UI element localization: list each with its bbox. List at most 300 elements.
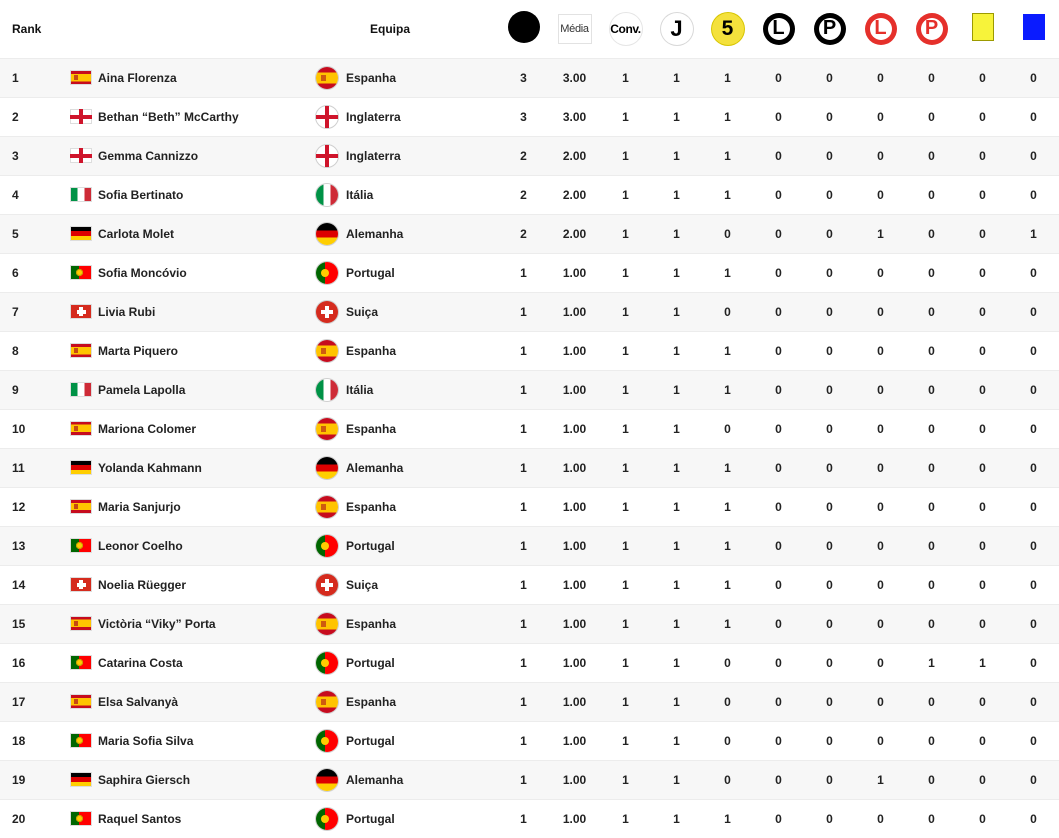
rank-cell: 4 — [12, 187, 19, 202]
player-cell[interactable] — [70, 97, 316, 136]
p-red-cell: 0 — [928, 70, 935, 85]
table-row[interactable] — [0, 487, 1059, 526]
conv-cell: 1 — [622, 811, 629, 826]
table-row[interactable] — [0, 721, 1059, 760]
player-cell[interactable] — [70, 760, 316, 799]
conv-cell: 1 — [622, 265, 629, 280]
l-black-icon: L — [763, 13, 795, 45]
header-rank[interactable]: Rank — [12, 21, 42, 36]
team-flag-icon — [316, 691, 338, 713]
player-flag-icon — [70, 499, 92, 514]
p-black-cell: 0 — [826, 733, 833, 748]
p-red-cell: 0 — [928, 772, 935, 787]
yellow-card-cell: 0 — [979, 109, 986, 124]
header-five[interactable] — [702, 0, 753, 58]
media-cell: 1.00 — [562, 694, 587, 709]
team-cell[interactable] — [316, 370, 498, 409]
j-icon: J — [661, 13, 693, 45]
player-cell[interactable] — [70, 682, 316, 721]
team-cell[interactable] — [316, 331, 498, 370]
team-cell[interactable] — [316, 526, 498, 565]
j-cell: 1 — [673, 70, 680, 85]
l-red-cell: 0 — [877, 577, 884, 592]
team-cell[interactable] — [316, 409, 498, 448]
blue-card-cell: 0 — [1030, 382, 1037, 397]
header-conv[interactable] — [600, 0, 651, 58]
player-name[interactable]: Catarina Costa — [98, 655, 183, 670]
p-red-icon: P — [916, 13, 948, 45]
yellow-card-cell: 0 — [979, 538, 986, 553]
rank-cell: 10 — [12, 421, 26, 436]
yellow-card-cell: 0 — [979, 499, 986, 514]
team-name[interactable]: Espanha — [346, 694, 397, 709]
player-name[interactable]: Noelia Rüegger — [98, 577, 187, 592]
conv-cell: 1 — [622, 694, 629, 709]
rank-cell: 15 — [12, 616, 26, 631]
media-cell: 1.00 — [562, 538, 587, 553]
yellow-card-cell: 0 — [979, 733, 986, 748]
player-cell[interactable] — [70, 331, 316, 370]
conv-cell: 1 — [622, 616, 629, 631]
j-cell: 1 — [673, 733, 680, 748]
conv-cell: 1 — [622, 382, 629, 397]
player-flag-icon — [70, 265, 92, 280]
team-cell[interactable] — [316, 760, 498, 799]
player-cell[interactable] — [70, 487, 316, 526]
yellow-card-cell: 0 — [979, 226, 986, 241]
l-black-cell: 0 — [775, 226, 782, 241]
team-cell[interactable] — [316, 487, 498, 526]
l-red-cell: 0 — [877, 265, 884, 280]
table-body — [0, 58, 1059, 838]
yellow-card-cell: 0 — [979, 460, 986, 475]
five-cell: 1 — [724, 499, 731, 514]
player-cell[interactable] — [70, 214, 316, 253]
header-player — [70, 0, 316, 58]
points-cell: 1 — [520, 460, 527, 475]
yellow-card-icon — [972, 13, 994, 41]
points-cell: 1 — [520, 655, 527, 670]
player-flag-icon — [70, 772, 92, 787]
player-name[interactable]: Leonor Coelho — [98, 538, 183, 553]
conv-cell: 1 — [622, 226, 629, 241]
five-cell: 1 — [724, 382, 731, 397]
player-flag-icon — [70, 616, 92, 631]
team-name[interactable]: Espanha — [346, 499, 397, 514]
conv-cell: 1 — [622, 304, 629, 319]
conv-cell: 1 — [622, 343, 629, 358]
j-cell: 1 — [673, 694, 680, 709]
yellow-card-cell: 0 — [979, 772, 986, 787]
header-p-red[interactable] — [906, 0, 957, 58]
team-name[interactable]: Alemanha — [346, 460, 404, 475]
j-cell: 1 — [673, 616, 680, 631]
l-red-cell: 0 — [877, 187, 884, 202]
team-flag-icon — [316, 418, 338, 440]
rank-cell: 13 — [12, 538, 26, 553]
table-row[interactable] — [0, 604, 1059, 643]
player-cell[interactable] — [70, 526, 316, 565]
table-row[interactable] — [0, 214, 1059, 253]
points-cell: 1 — [520, 733, 527, 748]
j-cell: 1 — [673, 343, 680, 358]
l-black-cell: 0 — [775, 148, 782, 163]
table-row[interactable] — [0, 643, 1059, 682]
player-cell[interactable] — [70, 58, 316, 97]
blue-card-cell: 0 — [1030, 421, 1037, 436]
player-cell[interactable] — [70, 643, 316, 682]
team-name[interactable]: Espanha — [346, 343, 397, 358]
team-name[interactable]: Itália — [346, 187, 374, 202]
table-row[interactable] — [0, 97, 1059, 136]
p-black-cell: 0 — [826, 187, 833, 202]
team-flag-icon — [316, 223, 338, 245]
player-name[interactable]: Livia Rubi — [98, 304, 156, 319]
player-cell[interactable] — [70, 409, 316, 448]
five-cell: 0 — [724, 421, 731, 436]
p-black-cell: 0 — [826, 499, 833, 514]
rank-cell: 9 — [12, 382, 19, 397]
p-black-icon: P — [814, 13, 846, 45]
team-flag-icon — [316, 730, 338, 752]
rank-cell: 5 — [12, 226, 19, 241]
l-red-cell: 0 — [877, 421, 884, 436]
table-row[interactable] — [0, 370, 1059, 409]
p-red-cell: 0 — [928, 499, 935, 514]
conversion-icon: Conv. — [610, 13, 642, 45]
l-black-cell: 0 — [775, 577, 782, 592]
l-black-cell: 0 — [775, 70, 782, 85]
yellow-card-cell: 0 — [979, 382, 986, 397]
player-name[interactable]: Gemma Cannizzo — [98, 148, 199, 163]
conv-cell: 1 — [622, 70, 629, 85]
team-cell[interactable] — [316, 682, 498, 721]
team-cell[interactable] — [316, 643, 498, 682]
p-black-cell: 0 — [826, 226, 833, 241]
l-red-cell: 1 — [877, 226, 884, 241]
p-black-cell: 0 — [826, 382, 833, 397]
team-name[interactable]: Suiça — [346, 304, 379, 319]
team-name[interactable]: Portugal — [346, 811, 395, 826]
team-cell[interactable] — [316, 136, 498, 175]
table-row[interactable] — [0, 799, 1059, 838]
player-flag-icon — [70, 187, 92, 202]
five-cell: 0 — [724, 226, 731, 241]
points-cell: 1 — [520, 421, 527, 436]
player-name[interactable]: Sofia Bertinato — [98, 187, 184, 202]
header-l-red[interactable] — [855, 0, 906, 58]
player-cell[interactable] — [70, 292, 316, 331]
team-flag-icon — [316, 808, 338, 830]
player-cell[interactable] — [70, 175, 316, 214]
player-name[interactable]: Marta Piquero — [98, 343, 179, 358]
j-cell: 1 — [673, 187, 680, 202]
table-row[interactable] — [0, 253, 1059, 292]
team-name[interactable]: Alemanha — [346, 772, 404, 787]
team-name[interactable]: Portugal — [346, 733, 395, 748]
player-flag-icon — [70, 304, 92, 319]
p-black-cell: 0 — [826, 421, 833, 436]
yellow-card-cell: 0 — [979, 343, 986, 358]
yellow-card-cell: 0 — [979, 694, 986, 709]
team-cell[interactable] — [316, 58, 498, 97]
j-cell: 1 — [673, 304, 680, 319]
five-cell: 1 — [724, 616, 731, 631]
conv-cell: 1 — [622, 733, 629, 748]
player-flag-icon — [70, 694, 92, 709]
player-name[interactable]: Victòria “Viky” Porta — [98, 616, 216, 631]
table-row[interactable] — [0, 409, 1059, 448]
media-cell: 1.00 — [562, 655, 587, 670]
player-flag-icon — [70, 577, 92, 592]
p-black-cell: 0 — [826, 811, 833, 826]
header-j[interactable] — [651, 0, 702, 58]
team-name[interactable]: Inglaterra — [346, 109, 401, 124]
media-cell: 1.00 — [562, 733, 587, 748]
team-cell[interactable] — [316, 253, 498, 292]
player-cell[interactable] — [70, 721, 316, 760]
header-media[interactable] — [549, 0, 600, 58]
team-flag-icon — [316, 769, 338, 791]
player-flag-icon — [70, 733, 92, 748]
p-black-cell: 0 — [826, 694, 833, 709]
team-name[interactable]: Itália — [346, 382, 374, 397]
points-cell: 3 — [520, 109, 527, 124]
table-row[interactable] — [0, 136, 1059, 175]
player-name[interactable]: Aina Florenza — [98, 70, 177, 85]
l-black-cell: 0 — [775, 811, 782, 826]
team-cell[interactable] — [316, 604, 498, 643]
l-black-cell: 0 — [775, 382, 782, 397]
p-red-cell: 0 — [928, 460, 935, 475]
header-yellow-card[interactable] — [957, 0, 1008, 58]
yellow-card-cell: 0 — [979, 811, 986, 826]
p-red-cell: 0 — [928, 538, 935, 553]
l-red-cell: 1 — [877, 772, 884, 787]
team-name[interactable]: Suiça — [346, 577, 379, 592]
team-name[interactable]: Espanha — [346, 70, 397, 85]
media-cell: 1.00 — [562, 577, 587, 592]
rank-cell: 2 — [12, 109, 19, 124]
p-black-cell: 0 — [826, 538, 833, 553]
player-cell[interactable] — [70, 370, 316, 409]
rank-cell: 7 — [12, 304, 19, 319]
player-flag-icon — [70, 655, 92, 670]
table-row[interactable] — [0, 565, 1059, 604]
l-red-cell: 0 — [877, 694, 884, 709]
player-cell[interactable] — [70, 799, 316, 838]
player-name[interactable]: Maria Sanjurjo — [98, 499, 181, 514]
player-flag-icon — [70, 538, 92, 553]
j-cell: 1 — [673, 811, 680, 826]
rank-cell: 17 — [12, 694, 26, 709]
l-red-cell: 0 — [877, 109, 884, 124]
blue-card-cell: 0 — [1030, 538, 1037, 553]
p-black-cell: 0 — [826, 109, 833, 124]
player-name[interactable]: Pamela Lapolla — [98, 382, 186, 397]
player-name[interactable]: Raquel Santos — [98, 811, 182, 826]
l-black-cell: 0 — [775, 694, 782, 709]
player-cell[interactable] — [70, 448, 316, 487]
points-cell: 1 — [520, 343, 527, 358]
player-flag-icon — [70, 460, 92, 475]
team-name[interactable]: Portugal — [346, 538, 395, 553]
team-cell[interactable] — [316, 565, 498, 604]
player-flag-icon — [70, 811, 92, 826]
j-cell: 1 — [673, 265, 680, 280]
team-cell[interactable] — [316, 97, 498, 136]
header-l-black[interactable] — [753, 0, 804, 58]
team-flag-icon — [316, 574, 338, 596]
player-name[interactable]: Bethan “Beth” McCarthy — [98, 109, 239, 124]
player-name[interactable]: Sofia Moncóvio — [98, 265, 187, 280]
team-name[interactable]: Espanha — [346, 421, 397, 436]
five-icon: 5 — [712, 13, 744, 45]
table-row[interactable] — [0, 58, 1059, 97]
five-cell: 1 — [724, 70, 731, 85]
j-cell: 1 — [673, 226, 680, 241]
blue-card-cell: 0 — [1030, 811, 1037, 826]
p-black-cell: 0 — [826, 148, 833, 163]
media-cell: 1.00 — [562, 811, 587, 826]
p-black-cell: 0 — [826, 577, 833, 592]
yellow-card-cell: 0 — [979, 148, 986, 163]
header-team[interactable]: Equipa — [370, 21, 411, 36]
p-red-cell: 0 — [928, 226, 935, 241]
blue-card-cell: 0 — [1030, 577, 1037, 592]
rank-cell: 19 — [12, 772, 26, 787]
p-black-cell: 0 — [826, 265, 833, 280]
media-cell: 1.00 — [562, 460, 587, 475]
points-cell: 1 — [520, 382, 527, 397]
table-header-row — [0, 0, 1059, 58]
p-red-cell: 0 — [928, 187, 935, 202]
team-flag-icon — [316, 145, 338, 167]
media-cell: 1.00 — [562, 421, 587, 436]
media-cell: 3.00 — [562, 70, 587, 85]
points-cell: 2 — [520, 187, 527, 202]
j-cell: 1 — [673, 109, 680, 124]
l-black-cell: 0 — [775, 772, 782, 787]
p-black-cell: 0 — [826, 616, 833, 631]
blue-card-cell: 0 — [1030, 304, 1037, 319]
team-name[interactable]: Portugal — [346, 655, 395, 670]
l-red-cell: 0 — [877, 733, 884, 748]
header-points[interactable] — [498, 0, 549, 58]
yellow-card-cell: 1 — [979, 655, 986, 670]
player-cell[interactable] — [70, 604, 316, 643]
player-name[interactable]: Yolanda Kahmann — [98, 460, 202, 475]
team-name[interactable]: Espanha — [346, 616, 397, 631]
player-cell[interactable] — [70, 136, 316, 175]
media-label: Média — [558, 14, 592, 44]
player-name[interactable]: Maria Sofia Silva — [98, 733, 194, 748]
p-red-cell: 0 — [928, 694, 935, 709]
media-cell: 1.00 — [562, 616, 587, 631]
team-cell[interactable] — [316, 721, 498, 760]
table-row[interactable] — [0, 682, 1059, 721]
blue-card-cell: 0 — [1030, 187, 1037, 202]
rank-cell: 16 — [12, 655, 26, 670]
five-cell: 1 — [724, 265, 731, 280]
team-name[interactable]: Alemanha — [346, 226, 404, 241]
team-flag-icon — [316, 379, 338, 401]
p-black-cell: 0 — [826, 655, 833, 670]
team-flag-icon — [316, 67, 338, 89]
j-cell: 1 — [673, 421, 680, 436]
l-black-cell: 0 — [775, 304, 782, 319]
player-flag-icon — [70, 421, 92, 436]
media-cell: 2.00 — [562, 148, 587, 163]
team-cell[interactable] — [316, 292, 498, 331]
player-name[interactable]: Mariona Colomer — [98, 421, 197, 436]
media-cell: 1.00 — [562, 304, 587, 319]
team-cell[interactable] — [316, 799, 498, 838]
media-cell: 1.00 — [562, 772, 587, 787]
team-name[interactable]: Portugal — [346, 265, 395, 280]
player-cell[interactable] — [70, 565, 316, 604]
p-black-cell: 0 — [826, 70, 833, 85]
five-cell: 0 — [724, 733, 731, 748]
team-flag-icon — [316, 652, 338, 674]
table-row[interactable] — [0, 331, 1059, 370]
table-row[interactable] — [0, 292, 1059, 331]
player-cell[interactable] — [70, 253, 316, 292]
header-p-black[interactable] — [804, 0, 855, 58]
l-red-cell: 0 — [877, 304, 884, 319]
table-row[interactable] — [0, 175, 1059, 214]
five-cell: 0 — [724, 772, 731, 787]
table-row[interactable] — [0, 760, 1059, 799]
header-blue-card[interactable] — [1008, 0, 1059, 58]
player-name[interactable]: Elsa Salvanyà — [98, 694, 179, 709]
player-flag-icon — [70, 343, 92, 358]
team-name[interactable]: Inglaterra — [346, 148, 401, 163]
team-cell[interactable] — [316, 448, 498, 487]
rank-cell: 14 — [12, 577, 26, 592]
j-cell: 1 — [673, 499, 680, 514]
l-red-cell: 0 — [877, 616, 884, 631]
points-cell: 1 — [520, 694, 527, 709]
player-name[interactable]: Saphira Giersch — [98, 772, 191, 787]
team-flag-icon — [316, 184, 338, 206]
j-cell: 1 — [673, 148, 680, 163]
table-row[interactable] — [0, 448, 1059, 487]
points-cell: 1 — [520, 811, 527, 826]
blue-card-cell: 0 — [1030, 655, 1037, 670]
table-row[interactable] — [0, 526, 1059, 565]
five-cell: 1 — [724, 343, 731, 358]
p-red-cell: 0 — [928, 811, 935, 826]
five-cell: 1 — [724, 187, 731, 202]
team-cell[interactable] — [316, 214, 498, 253]
yellow-card-cell: 0 — [979, 187, 986, 202]
j-cell: 1 — [673, 460, 680, 475]
team-flag-icon — [316, 106, 338, 128]
p-red-cell: 0 — [928, 109, 935, 124]
blue-card-icon — [1023, 14, 1045, 40]
player-name[interactable]: Carlota Molet — [98, 226, 175, 241]
p-black-cell: 0 — [826, 343, 833, 358]
points-cell: 1 — [520, 499, 527, 514]
l-black-cell: 0 — [775, 655, 782, 670]
media-cell: 3.00 — [562, 109, 587, 124]
team-cell[interactable] — [316, 175, 498, 214]
j-cell: 1 — [673, 538, 680, 553]
p-red-cell: 0 — [928, 148, 935, 163]
conv-cell: 1 — [622, 655, 629, 670]
p-red-cell: 0 — [928, 577, 935, 592]
